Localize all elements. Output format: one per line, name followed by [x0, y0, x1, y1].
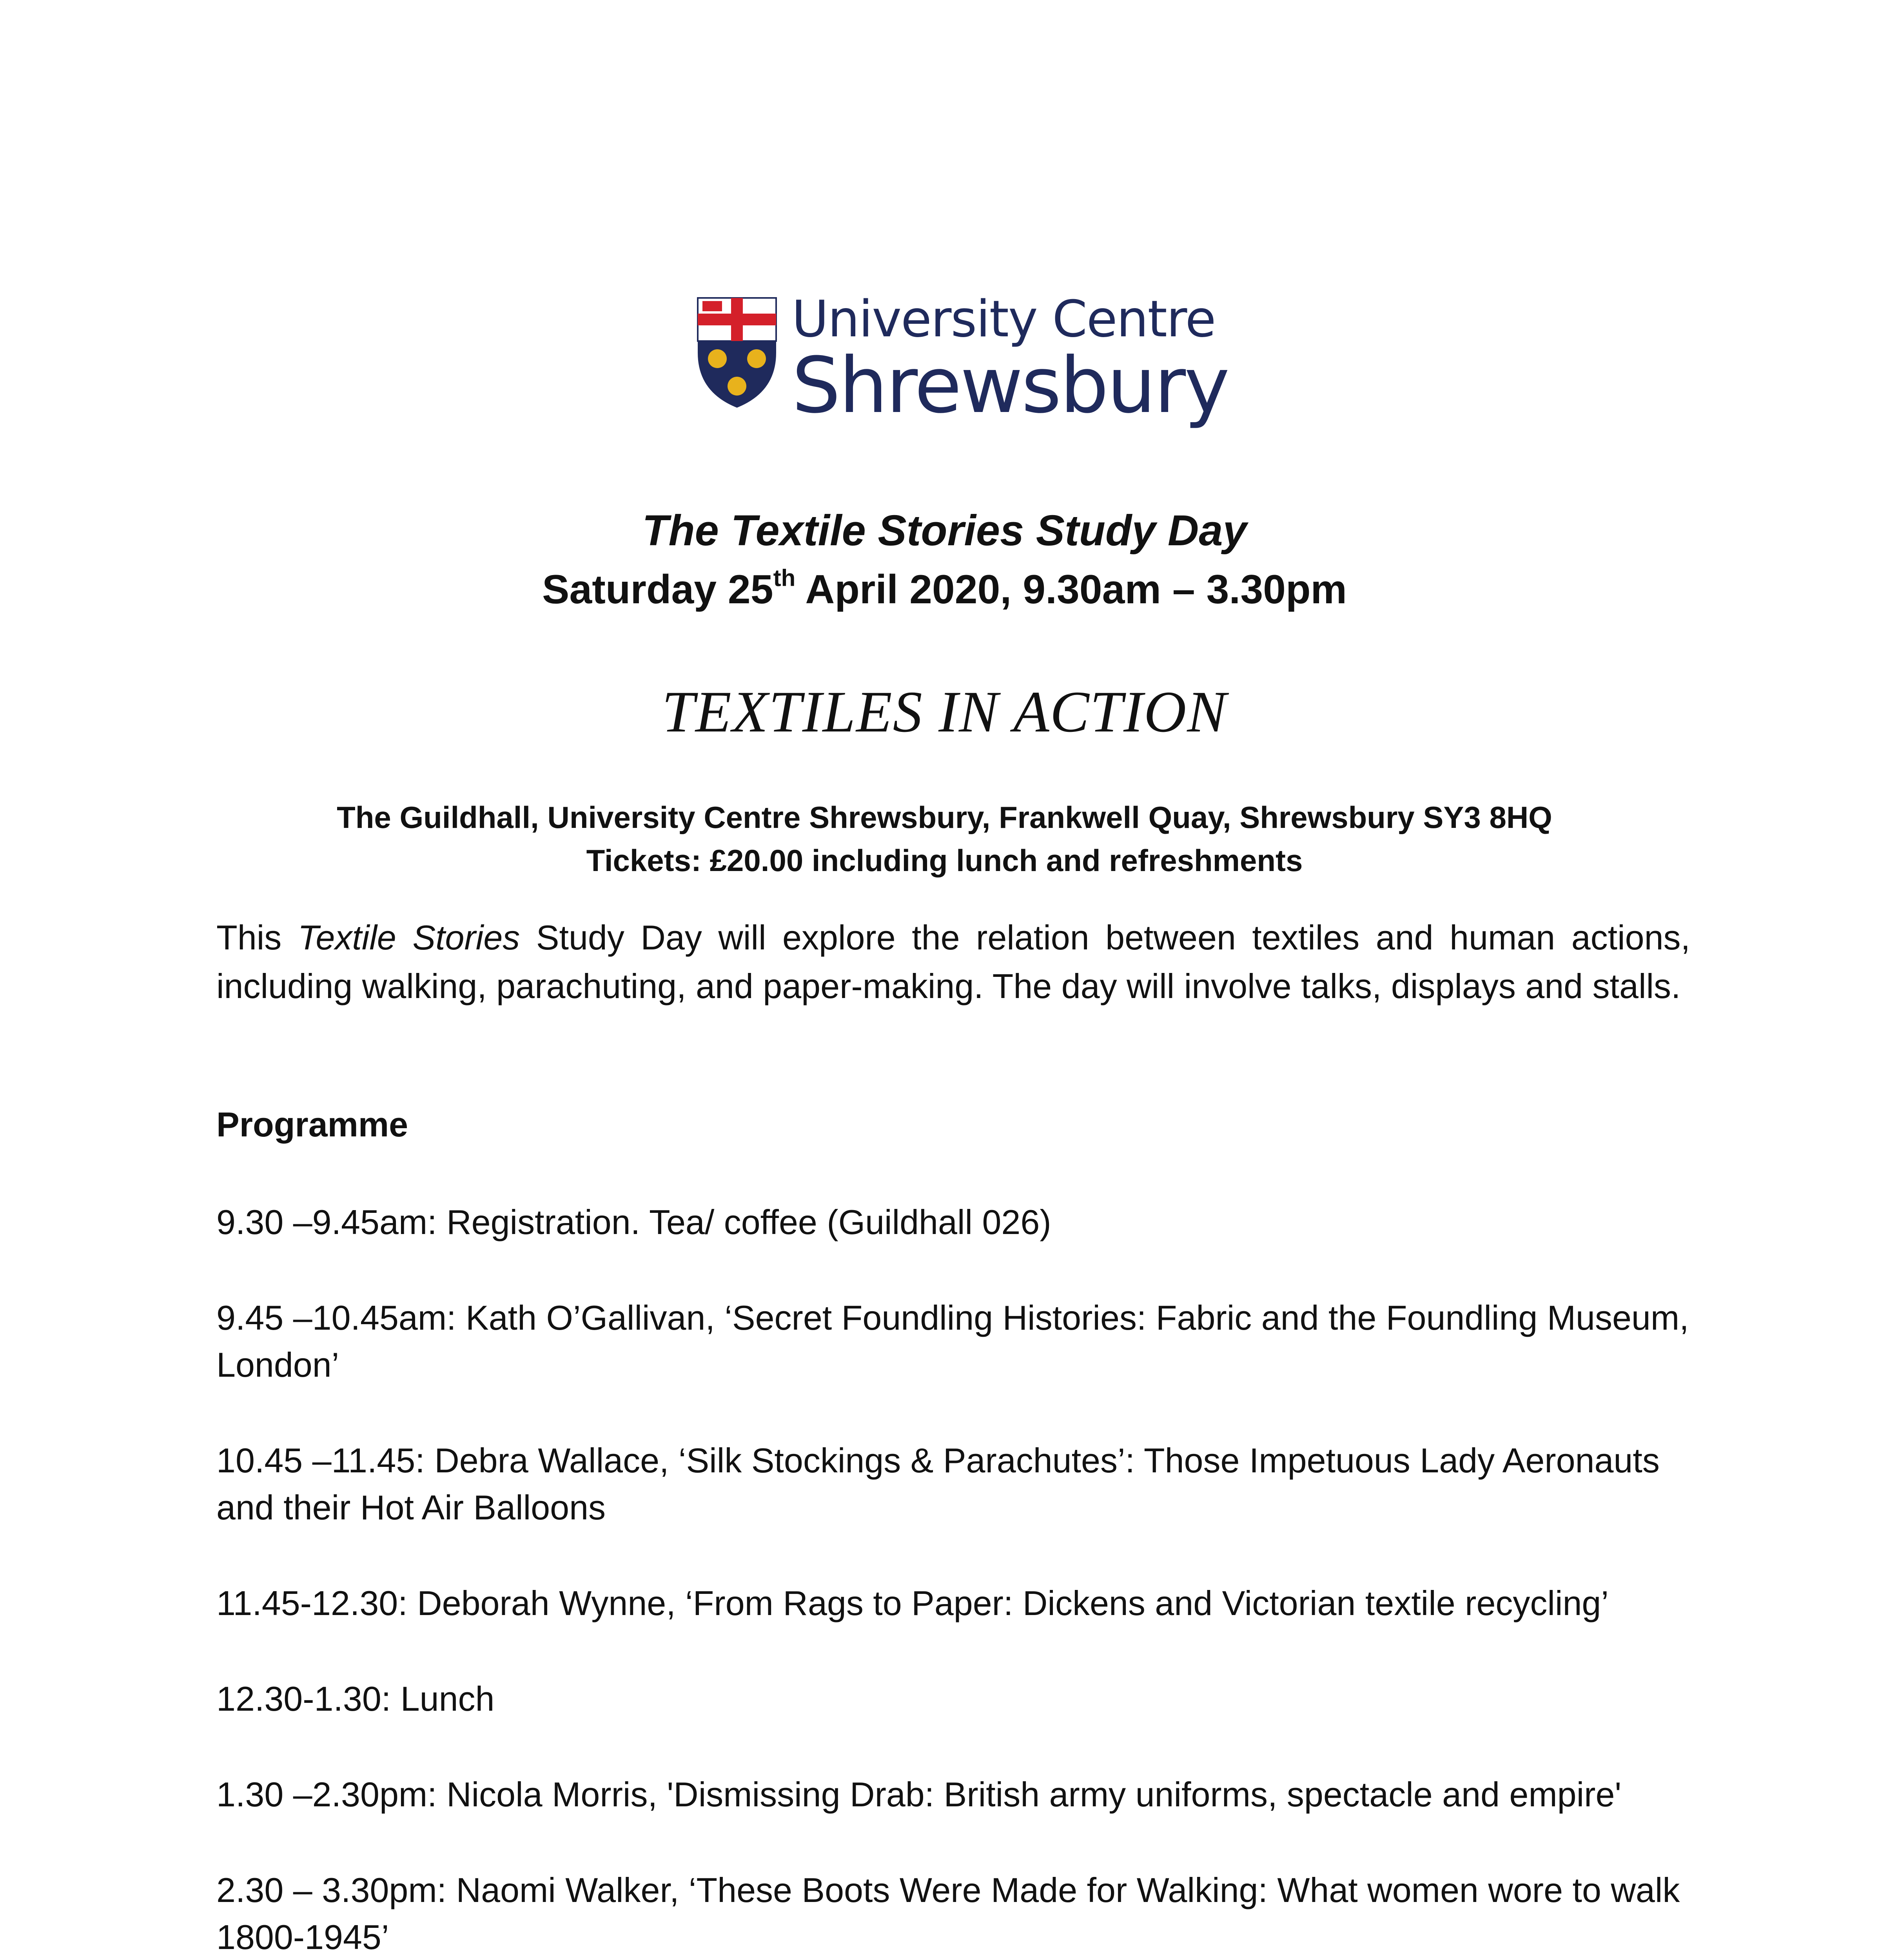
- programme-item: 12.30-1.30: Lunch: [216, 1679, 495, 1718]
- intro-text-2: Study Day will explore the relation between textiles and human actions, including walking, parachuting, and paper-making. The day will involve talks, displays and stalls.: [216, 918, 1690, 1005]
- event-date: [0, 564, 1889, 613]
- intro-text-1: This: [216, 918, 298, 957]
- event-date-day: Saturday 25: [542, 567, 773, 612]
- university-logo: [694, 290, 1228, 439]
- programme-item: 2.30 – 3.30pm: Naomi Walker, ‘These Boots Were Made for Walking: What women wore to walk 1800-1945’: [216, 1871, 1680, 1956]
- programme-item: 1.30 –2.30pm: Nicola Morris, 'Dismissing Drab: British army uniforms, spectacle and empire': [216, 1775, 1622, 1814]
- intro-italic: Textile Stories: [298, 918, 520, 957]
- programme-heading: Programme: [216, 1105, 408, 1144]
- programme-item: 9.30 –9.45am: Registration. Tea/ coffee (Guildhall 026): [216, 1203, 1051, 1241]
- event-theme: TEXTILES IN ACTION: [662, 679, 1227, 744]
- event-title: The Textile Stories Study Day: [642, 506, 1247, 555]
- crest-shield-icon: [694, 294, 780, 412]
- logo-line-university-centre: University Centre: [792, 290, 1216, 348]
- programme-item: 9.45 –10.45am: Kath O’Gallivan, ‘Secret Foundling Histories: Fabric and the Foundling Museum, London’: [216, 1298, 1689, 1384]
- venue-location: The Guildhall, University Centre Shrewsbury, Frankwell Quay, Shrewsbury SY3 8HQ: [337, 800, 1552, 835]
- programme-item: 11.45-12.30: Deborah Wynne, ‘From Rags to Paper: Dickens and Victorian textile recycling’: [216, 1584, 1609, 1622]
- intro-paragraph: [216, 913, 1690, 1011]
- programme-item: 10.45 –11.45: Debra Wallace, ‘Silk Stockings & Parachutes’: Those Impetuous Lady Aeronauts and their Hot Air Balloons: [216, 1441, 1660, 1527]
- event-date-rest: April 2020, 9.30am – 3.30pm: [795, 567, 1347, 612]
- logo-line-shrewsbury: Shrewsbury: [792, 341, 1228, 430]
- programme-list: [216, 1199, 1706, 1960]
- venue-block: [0, 796, 1889, 882]
- event-date-ordinal: th: [773, 565, 796, 591]
- ticket-info: Tickets: £20.00 including lunch and refreshments: [586, 843, 1303, 878]
